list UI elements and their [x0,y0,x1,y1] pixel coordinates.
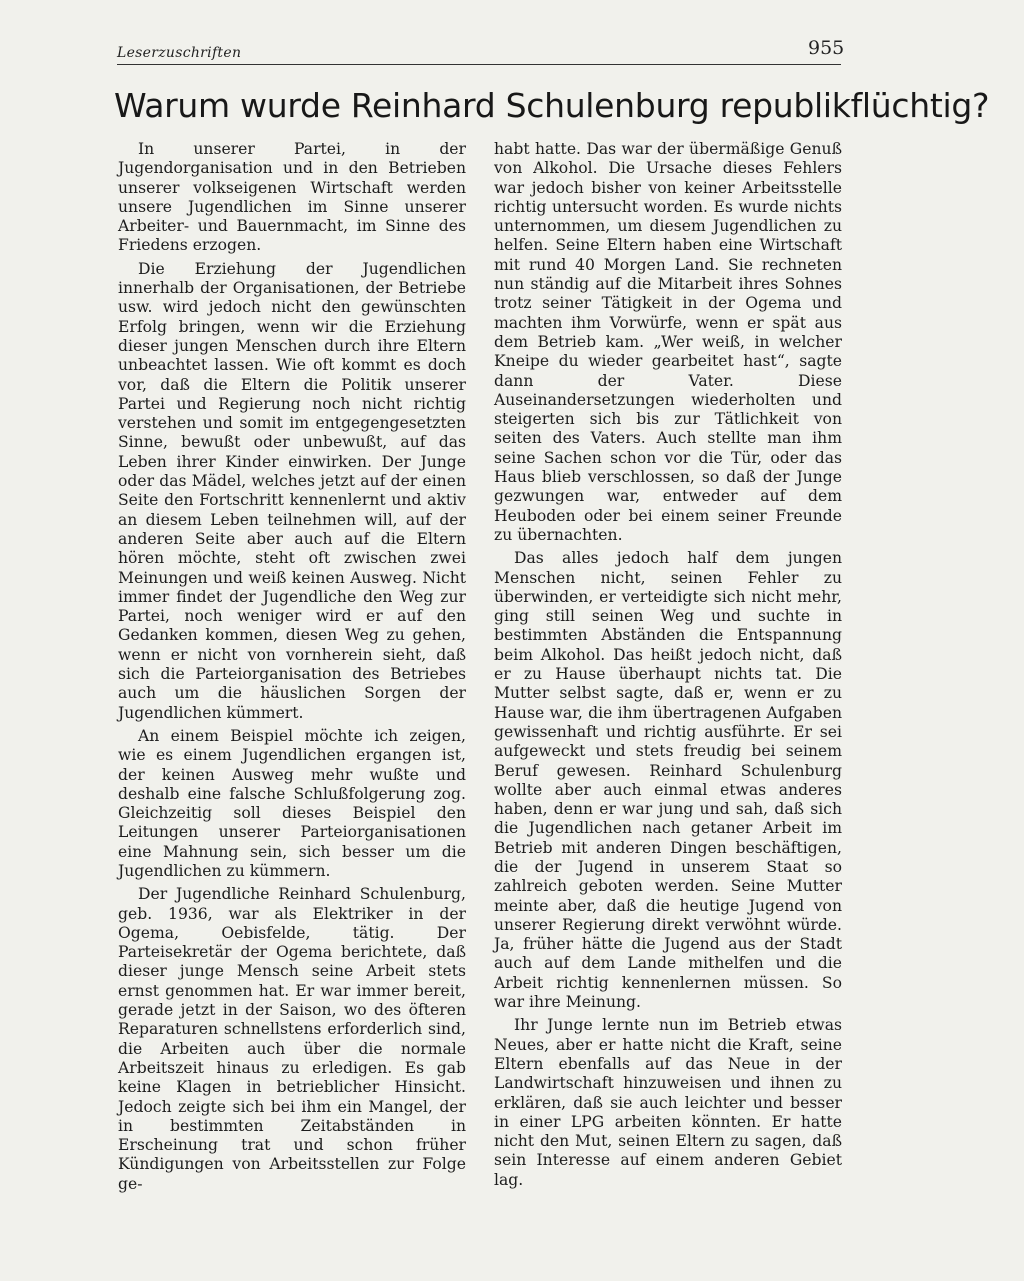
paragraph-continuation: habt hatte. Das war der übermäßige Genuß von Alkohol. Die Ursache dieses Fehlers war jedoch bisher von keiner Arbeitsstelle richtig untersucht worden. Es wurde nichts unternommen, um diesem Jugendlichen zu helfen. Seine Eltern haben eine Wirtschaft mit rund 40 Morgen Land. Sie rechneten nun ständig auf die Mitarbeit ihres Sohnes trotz seiner Tätigkeit in der Ogema und machten ihm Vorwürfe, wenn er spät aus dem Betrieb kam. „Wer weiß, in welcher Kneipe du wieder gearbeitet hast“, sagte dann der Vater. Diese Auseinandersetzungen wiederholten und steigerten sich bis zur Tätlichkeit von seiten des Vaters. Auch stellte man ihm seine Sachen schon vor die Tür, oder das Haus blieb verschlossen, so daß der Junge gezwungen war, entweder auf dem Heuboden oder bei einem seiner Freunde zu übernachten. [494,140,842,544]
header-rule [117,64,841,65]
paragraph: Ihr Junge lernte nun im Betrieb etwas Neues, aber er hatte nicht die Kraft, seine Eltern ebenfalls auf das Neue in der Landwirtschaft hinzuweisen und ihnen zu erklären, daß sie auch leichter und besser in einer LPG arbeiten könnten. Er hatte nicht den Mut, seinen Eltern zu sagen, daß sein Interesse auf einem anderen Gebiet lag. [494,1016,842,1189]
right-column [494,140,842,1190]
article-title: Warum wurde Reinhard Schulenburg republikflüchtig? [114,86,990,125]
paragraph: Die Erziehung der Jugendlichen innerhalb der Organisationen, der Betriebe usw. wird jedoch nicht den gewünschten Erfolg bringen, wenn wir die Erziehung dieser jungen Menschen durch ihre Eltern unbeachtet lassen. Wie oft kommt es doch vor, daß die Eltern die Politik unserer Partei und Regierung noch nicht richtig verstehen und somit im entgegengesetzten Sinne, bewußt oder unbewußt, auf das Leben ihrer Kinder einwirken. Der Junge oder das Mädel, welches jetzt auf der einen Seite den Fortschritt kennenlernt und aktiv an diesem Leben teilnehmen will, auf der anderen Seite aber auch auf die Eltern hören möchte, steht oft zwischen zwei Meinungen und weiß keinen Ausweg. Nicht immer findet der Jugendliche den Weg zur Partei, noch weniger wird er auf den Gedanken kommen, diesen Weg zu gehen, wenn er nicht von vornherein sieht, daß sich die Parteiorganisation des Betriebes auch um die häuslichen Sorgen der Jugendlichen kümmert. [118,259,466,722]
running-head: Leserzuschriften [117,45,242,61]
left-column [118,140,466,1194]
paragraph: Der Jugendliche Reinhard Schulenburg, geb. 1936, war als Elektriker in der Ogema, Oebisfelde, tätig. Der Parteisekretär der Ogema berichtete, daß dieser junge Mensch seine Arbeit stets ernst genommen hat. Er war immer bereit, gerade jetzt in der Saison, wo des öfteren Reparaturen schnellstens erforderlich sind, die Arbeiten auch über die normale Arbeitszeit hinaus zu erledigen. Es gab keine Klagen in betrieblicher Hinsicht. Jedoch zeigte sich bei ihm ein Mangel, der in bestimmten Zeitabständen in Erscheinung trat und schon früher Kündigungen von Arbeitsstellen zur Folge ge- [118,885,466,1193]
paragraph: Das alles jedoch half dem jungen Menschen nicht, seinen Fehler zu überwinden, er verteidigte sich nicht mehr, ging still seinen Weg und suchte in bestimmten Abständen die Entspannung beim Alkohol. Das heißt jedoch nicht, daß er zu Hause überhaupt nichts tat. Die Mutter selbst sagte, daß er, wenn er zu Hause war, die ihm übertragenen Aufgaben gewissenhaft und richtig ausführte. Er sei aufgeweckt und stets freudig bei seinem Beruf gewesen. Reinhard Schulenburg wollte aber auch einmal etwas anderes haben, denn er war jung und sah, daß sich die Jugendlichen nach getaner Arbeit im Betrieb mit anderen Dingen beschäftigen, die der Jugend in unserem Staat so zahlreich geboten werden. Seine Mutter meinte aber, daß die heutige Jugend von unserer Regierung direkt verwöhnt würde. Ja, früher hätte die Jugend aus der Stadt auch auf dem Lande mithelfen und die Arbeit richtig kennenlernen müssen. So war ihre Meinung. [494,549,842,1012]
paragraph: An einem Beispiel möchte ich zeigen, wie es einem Jugendlichen ergangen ist, der keinen Ausweg mehr wußte und deshalb eine falsche Schlußfolgerung zog. Gleichzeitig soll dieses Beispiel den Leitungen unserer Parteiorganisationen eine Mahnung sein, sich besser um die Jugendlichen zu kümmern. [118,726,466,880]
page-number: 955 [808,37,845,59]
paragraph: In unserer Partei, in der Jugendorganisation und in den Betrieben unserer volkseigenen Wirtschaft werden unsere Jugendlichen im Sinne unserer Arbeiter- und Bauernmacht, im Sinne des Friedens erzogen. [118,140,466,255]
